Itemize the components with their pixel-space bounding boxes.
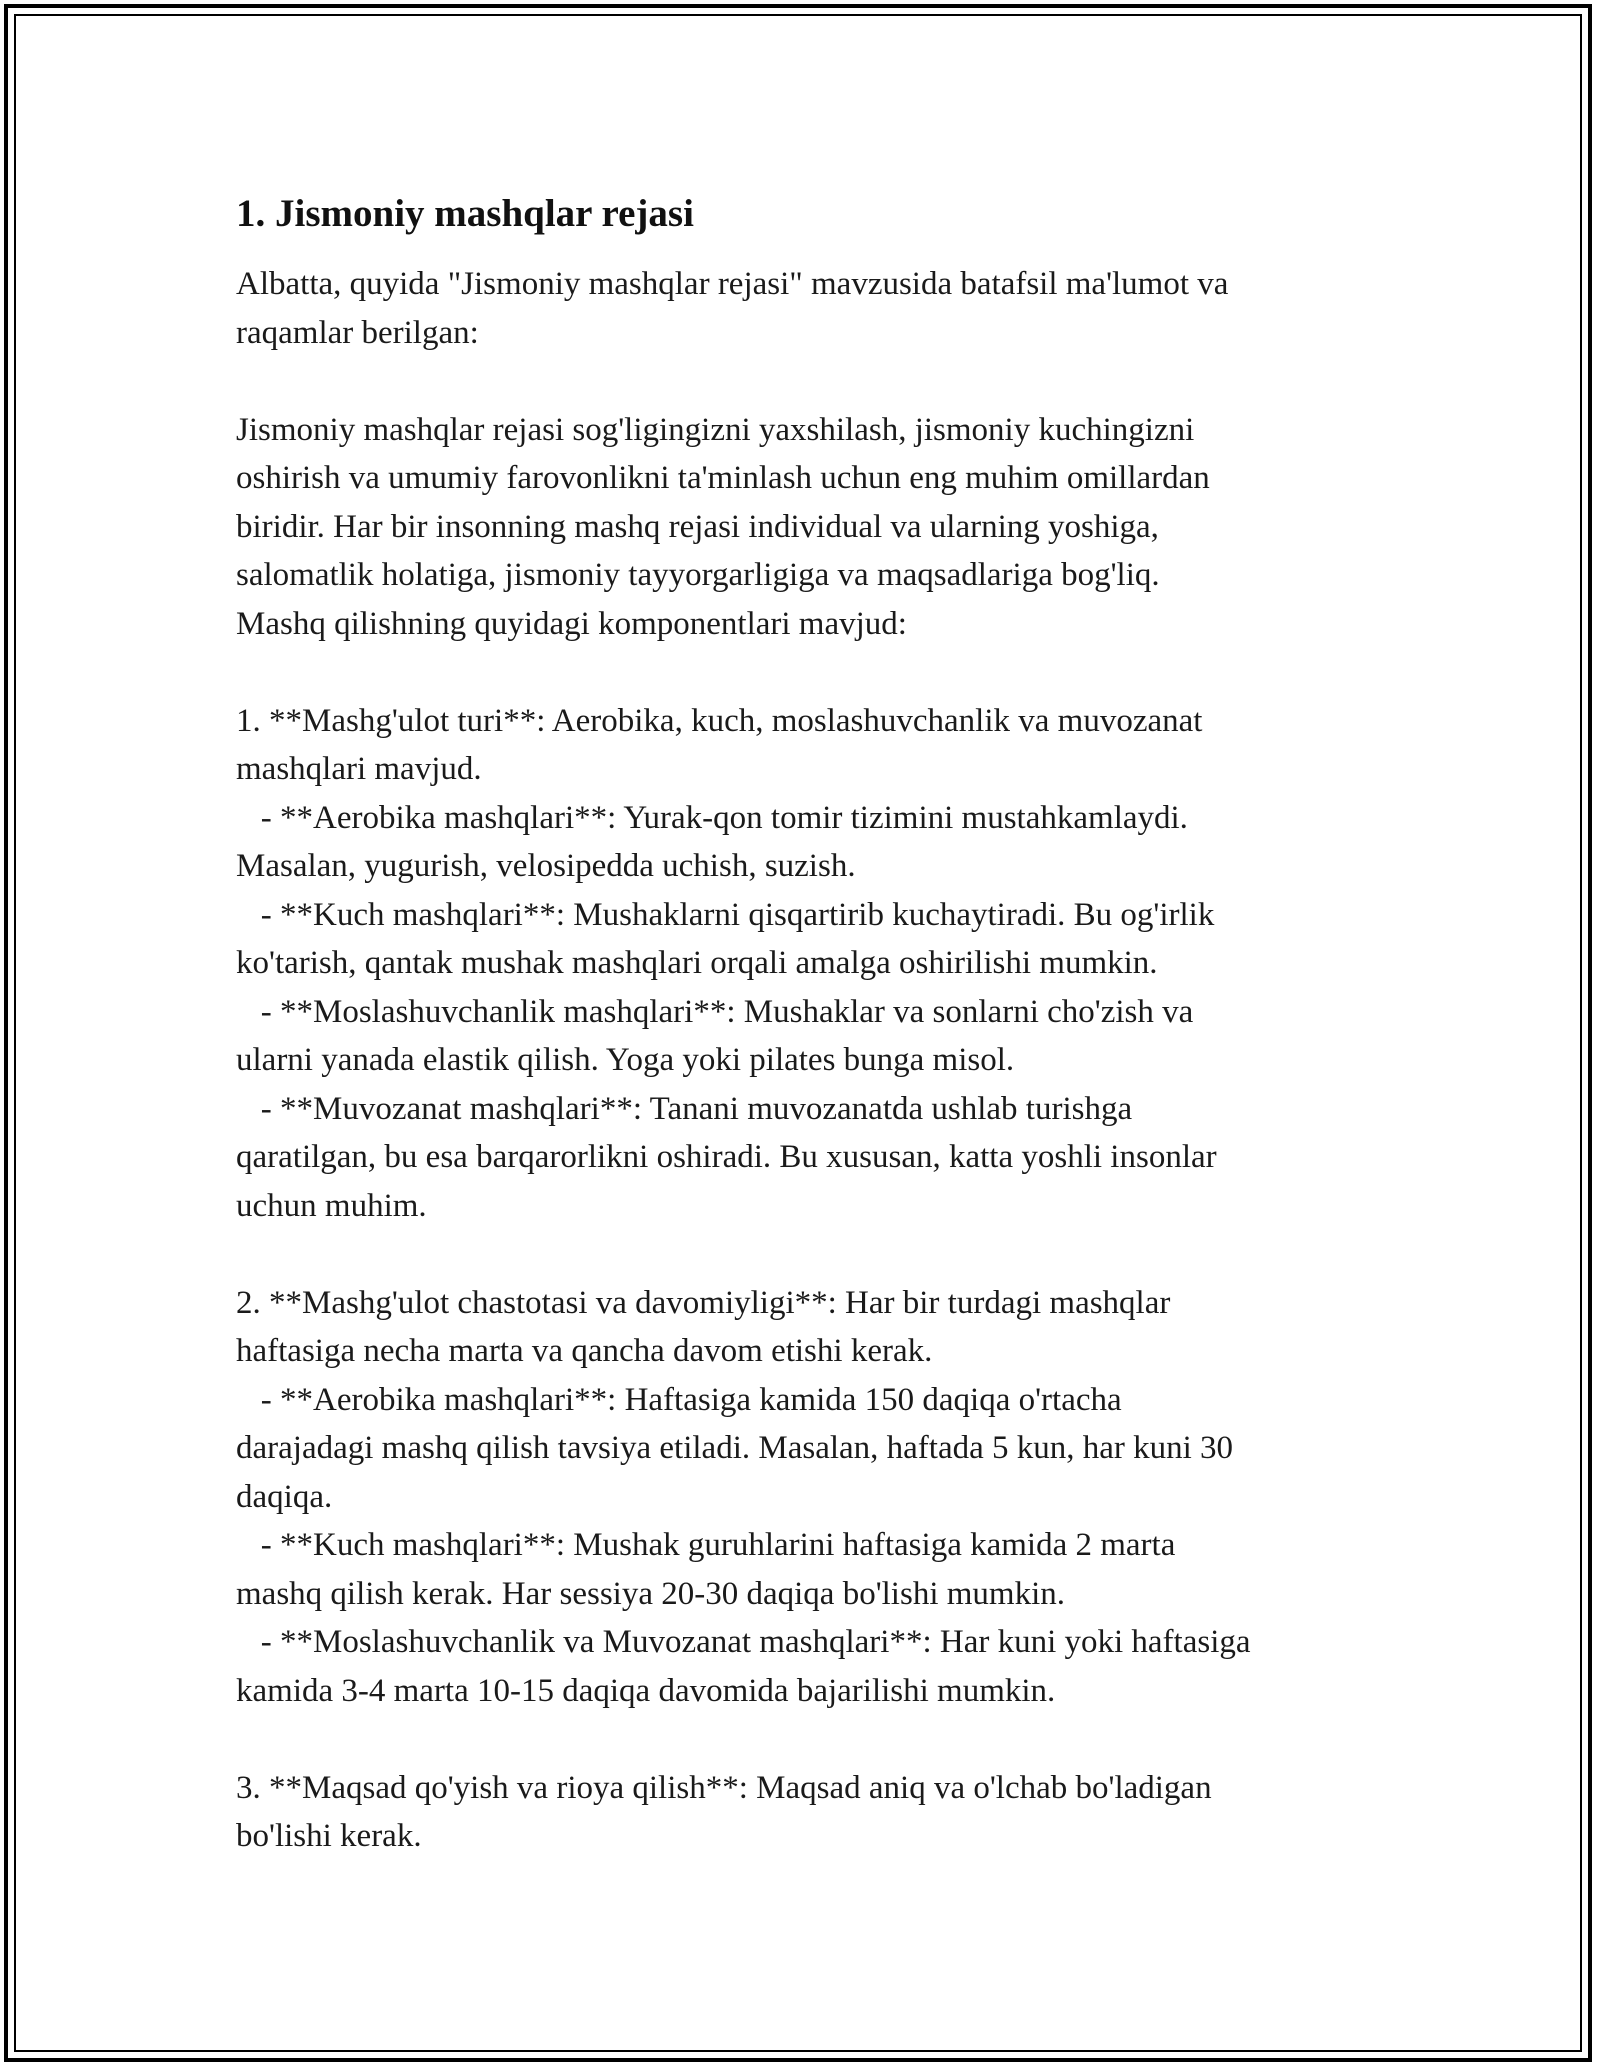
text-line: Mashq qilishning quyidagi komponentlari mavjud:: [236, 605, 907, 642]
text-line: oshirish va umumiy farovonlikni ta'minlash uchun eng muhim omillardan: [236, 460, 1210, 496]
text-line: Masalan, yugurish, velosipedda uchish, suzish.: [236, 848, 856, 884]
text-line: kamida 3-4 marta 10-15 daqiqa davomida bajarilishi mumkin.: [236, 1672, 1056, 1709]
list-item-training-type: [236, 697, 1384, 1231]
text-line: - **Muvozanat mashqlari**: Tanani muvozanatda ushlab turishga: [236, 1090, 1133, 1127]
text-line: mashq qilish kerak. Har sessiya 20-30 daqiqa bo'lishi mumkin.: [236, 1575, 1065, 1612]
document-title: 1. Jismoniy mashqlar rejasi: [236, 192, 694, 235]
text-line: bo'lishi kerak.: [236, 1818, 422, 1854]
text-line: - **Moslashuvchanlik mashqlari**: Mushaklar va sonlarni cho'zish va: [236, 993, 1194, 1030]
list-item-frequency-duration: [236, 1279, 1384, 1716]
text-line: darajadagi mashq qilish tavsiya etiladi. Masalan, haftada 5 kun, har kuni 30: [236, 1430, 1234, 1466]
text-line: 2. **Mashg'ulot chastotasi va davomiyligi**: Har bir turdagi mashqlar: [236, 1284, 1171, 1321]
text-line: haftasiga necha marta va qancha davom etishi kerak.: [236, 1333, 933, 1369]
text-line: qaratilgan, bu esa barqarorlikni oshiradi. Bu xususan, katta yoshli insonlar: [236, 1139, 1217, 1175]
text-line: raqamlar berilgan:: [236, 314, 479, 351]
list-item-goal-setting: [236, 1764, 1384, 1861]
text-line: 1. **Mashg'ulot turi**: Aerobika, kuch, moslashuvchanlik va muvozanat: [236, 702, 1203, 739]
text-line: - **Aerobika mashqlari**: Haftasiga kamida 150 daqiqa o'rtacha: [236, 1381, 1122, 1418]
text-line: - **Aerobika mashqlari**: Yurak-qon tomir tizimini mustahkamlaydi.: [236, 799, 1188, 836]
text-line: ularni yanada elastik qilish. Yoga yoki pilates bunga misol.: [236, 1042, 1015, 1078]
document-body: [236, 184, 1384, 1909]
text-line: Jismoniy mashqlar rejasi sog'ligingizni yaxshilash, jismoniy kuchingizni: [236, 411, 1195, 448]
text-line: mashqlari mavjud.: [236, 751, 482, 787]
text-line: daqiqa.: [236, 1478, 333, 1515]
text-line: - **Kuch mashqlari**: Mushak guruhlarini haftasiga kamida 2 marta: [236, 1527, 1176, 1563]
text-line: - **Moslashuvchanlik va Muvozanat mashqlari**: Har kuni yoki haftasiga: [236, 1624, 1251, 1660]
text-line: - **Kuch mashqlari**: Mushaklarni qisqartirib kuchaytiradi. Bu og'irlik: [236, 896, 1215, 933]
text-line: ko'tarish, qantak mushak mashqlari orqali amalga oshirilishi mumkin.: [236, 945, 1158, 981]
text-line: Albatta, quyida "Jismoniy mashqlar rejasi" mavzusida batafsil ma'lumot va: [236, 266, 1229, 302]
text-line: salomatlik holatiga, jismoniy tayyorgarligiga va maqsadlariga bog'liq.: [236, 557, 1160, 593]
text-line: biridir. Har bir insonning mashq rejasi individual va ularning yoshiga,: [236, 508, 1159, 545]
paragraph-overview: [236, 406, 1384, 649]
text-line: uchun muhim.: [236, 1187, 427, 1224]
text-line: 3. **Maqsad qo'yish va rioya qilish**: Maqsad aniq va o'lchab bo'ladigan: [236, 1769, 1212, 1806]
paragraph-intro: [236, 260, 1384, 357]
